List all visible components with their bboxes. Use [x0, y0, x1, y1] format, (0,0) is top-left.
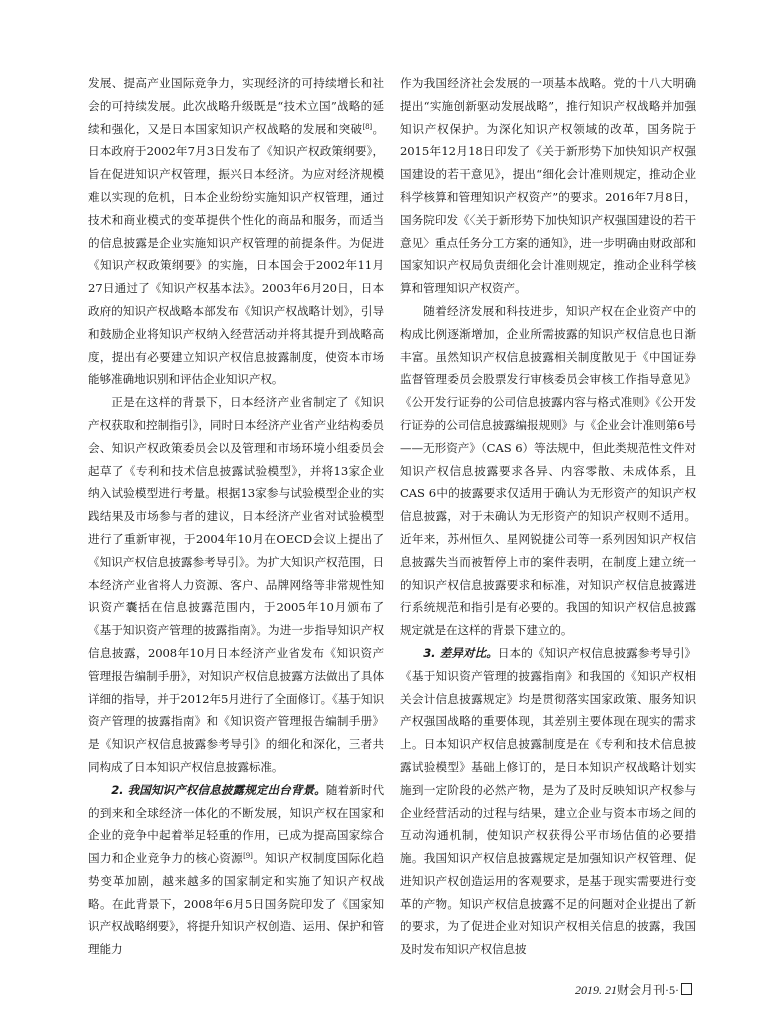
- journal-name: 财会月刊: [616, 983, 665, 997]
- section-heading: 3. 差异对比。: [423, 645, 498, 660]
- paragraph: 作为我国经济社会发展的一项基本战略。党的十八大明确提出“实施创新驱动发展战略”，推行知识产权战略并加强知识产权保护。为深化知识产权领域的改革，国务院于2015年12月18日印发了《关于新形势下加快知识产权强国建设的若干意见》，提出“细化会计准则规定，推动企业科学核算和管理知识产权资产”的要求。2016年7月8日，国务院印发《〈关于新形势下加快知识产权强国建设的若干意见〉重点任务分工方案的通知》，进一步明确由财政部和国家知识产权局负责细化会计准则规定，推动企业科学核算和管理知识产权资产。: [400, 76, 696, 296]
- issue-number: 2019. 21: [574, 983, 617, 997]
- section-heading: 2. 我国知识产权信息披露规定出台背景。: [111, 782, 326, 797]
- right-column: [400, 72, 696, 961]
- square-icon: [681, 983, 692, 995]
- paragraph: 随着经济发展和科技进步，知识产权在企业资产中的构成比例逐渐增加，企业所需披露的知识产权信息也日渐丰富。虽然知识产权信息披露相关制度散见于《中国证券监督管理委员会股票发行审核委员会审核工作指导意见》《公开发行证券的公司信息披露内容与格式准则》《公开发行证券的公司信息披露编报规则》与《企业会计准则第6号——无形资产》（CAS 6）等法规中，但此类规范性文件对知识产权信息披露要求各异、内容零散、未成体系，且CAS 6中的披露要求仅适用于确认为无形资产的知识产权信息披露，对于未确认为无形资产的知识产权则不适用。近年来，苏州恒久、星网锐捷公司等一系列因知识产权信息披露失当而被暂停上市的案件表明，在制度上建立统一的知识产权信息披露要求和标准，对知识产权信息披露进行系统规范和指引是有必要的。我国的知识产权信息披露规定就是在这样的背景下建立的。: [400, 303, 696, 638]
- page-footer: [575, 981, 692, 998]
- paragraph: 2. 我国知识产权信息披露规定出台背景。随着新时代的到来和全球经济一体化的不断发展，知识产权在国家和企业的竞争中起着举足轻重的作用，已成为提高国家综合国力和企业竞争力的核心资源[9]。知识产权制度国际化趋势变革加剧，越来越多的国家制定和实施了知识产权战略。在此背景下，2008年6月5日国务院印发了《国家知识产权战略纲要》，将提升知识产权创造、运用、保护和管理能力: [88, 782, 385, 957]
- paragraph: 3. 差异对比。日本的《知识产权信息披露参考导引》《基于知识资产管理的披露指南》和我国的《知识产权相关会计信息披露规定》均是贯彻落实国家政策、服务知识产权强国战略的重要体现，其差别主要体现在现实的需求上。日本知识产权信息披露制度是在《专利和技术信息披露试验模型》基础上修订的，是日本知识产权战略计划实施到一定阶段的必然产物，是为了及时反映知识产权参与企业经营活动的过程与结果，建立企业与资本市场之间的互动沟通机制，使知识产权获得公平市场估值的必要措施。我国知识产权信息披露规定是加强知识产权管理、促进知识产权创造运用的客观要求，是基于现实需要进行变革的产物。知识产权信息披露不足的问题对企业提出了新的要求，为了促进企业对知识产权相关信息的披露，我国及时发布知识产权信息披: [400, 645, 696, 957]
- citation-ref: [9]: [243, 852, 253, 861]
- left-column: [88, 72, 384, 961]
- paragraph: 正是在这样的背景下，日本经济产业省制定了《知识产权获取和控制指引》，同时日本经济产业省产业结构委员会、知识产权政策委员会以及管理和市场环境小组委员会起草了《专利和技术信息披露试验模型》，并将13家企业纳入试验模型进行考量。根据13家参与试验模型企业的实践结果及市场参与者的建议，日本经济产业省对试验模型进行了重新审视，于2004年10月在OECD会议上提出了《知识产权信息披露参考导引》。为扩大知识产权范围，日本经济产业省将人力资源、客户、品牌网络等非常规性知识资产囊括在信息披露范围内，于2005年10月颁布了《基于知识资产管理的披露指南》。为进一步指导知识产权信息披露，2008年10月日本经济产业省发布《知识资产管理报告编制手册》，对知识产权信息披露方法做出了具体详细的指导，并于2012年5月进行了全面修订。《基于知识资产管理的披露指南》和《知识资产管理报告编制手册》是《知识产权信息披露参考导引》的细化和深化，三者共同构成了日本知识产权信息披露标准。: [88, 395, 384, 774]
- page-number: ·5·: [665, 983, 679, 997]
- citation-ref: [8]: [362, 122, 373, 131]
- paragraph: 发展、提高产业国际竞争力，实现经济的可持续增长和社会的可持续发展。此次战略升级既是“技术立国”战略的延续和强化，又是日本国家知识产权战略的发展和突破[8]。日本政府于2002年7月3日发布了《知识产权政策纲要》，旨在促进知识产权管理，振兴日本经济。为应对经济规模难以实现的危机，日本企业纷纷实施知识产权管理，通过技术和商业模式的变革提供个性化的商品和服务，而适当的信息披露是企业实施知识产权管理的前提条件。为促进《知识产权政策纲要》的实施，日本国会于2002年11月27日通过了《知识产权基本法》。2003年6月20日，日本政府的知识产权战略本部发布《知识产权战略计划》，引导和鼓励企业将知识产权纳入经营活动并将其提升到战略高度，提出有必要建立知识产权信息披露制度，使资本市场能够准确地识别和评估企业知识产权。: [88, 76, 384, 387]
